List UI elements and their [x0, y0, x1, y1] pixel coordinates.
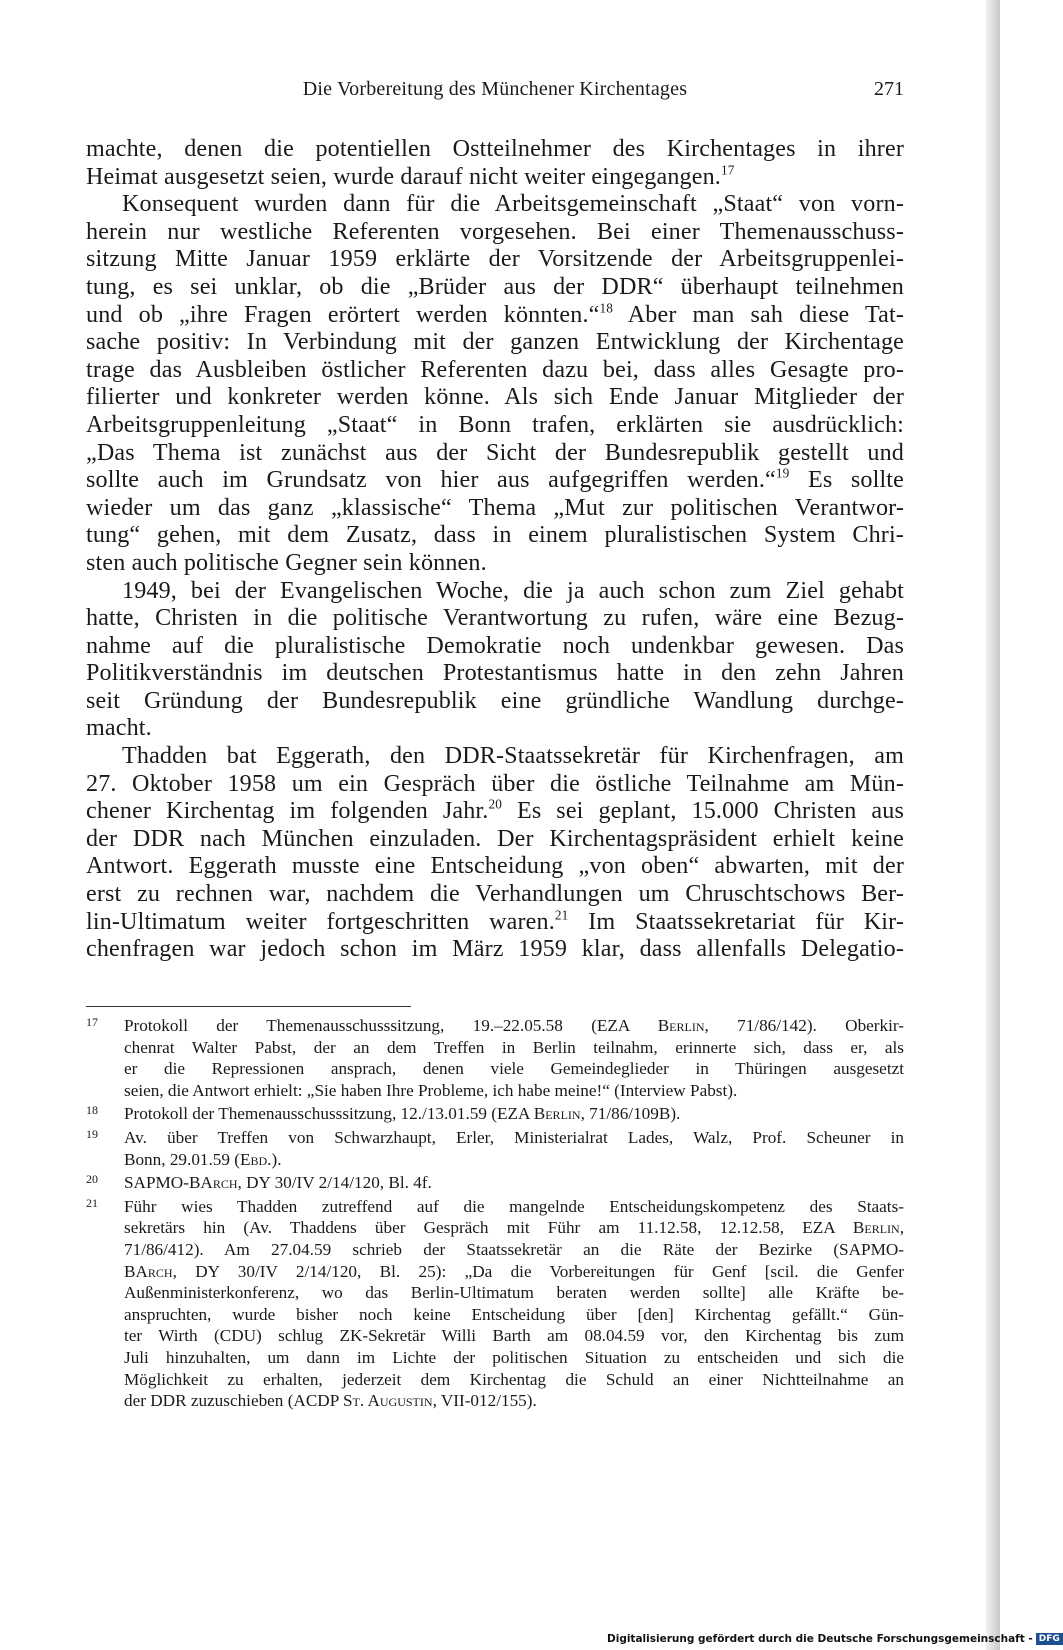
- archive-name: rch: [212, 1173, 238, 1193]
- footnote-line: anspruchten, wurde bisher noch keine Entscheidung über [den] Kirchentag gefällt.“ Gün-: [124, 1304, 904, 1324]
- footnote-line: [124, 1261, 904, 1283]
- text-segment: ).: [271, 1149, 282, 1169]
- text-line: Antwort. Eggerath musste eine Entscheidung „von oben“ abwarten, mit der: [86, 853, 904, 880]
- footnote-line: [124, 1390, 904, 1412]
- footnote-line: chenrat Walter Pabst, der an dem Treffen in Berlin teilnahm, erinnerte sich, dass er, als: [124, 1037, 904, 1057]
- text-segment: Heimat ausgesetzt seien, wurde darauf nicht weiter eingegangen.: [86, 163, 721, 190]
- text-line: 1949, bei der Evangelischen Woche, die ja auch schon zum Ziel gehabt: [122, 577, 904, 604]
- footnote-line: Möglichkeit zu erhalten, jederzeit dem Kirchentag die Schuld an einer Nichtteilnahme an: [124, 1369, 904, 1389]
- text-line: seit Gründung der Bundesrepublik eine gründliche Wandlung durchge-: [86, 687, 904, 714]
- running-title: Die Vorbereitung des Münchener Kirchentages: [302, 78, 688, 100]
- text-line: [86, 302, 904, 330]
- text-line: der DDR nach München einzuladen. Der Kirchentagspräsident erhielt keine: [86, 825, 904, 852]
- text-line: Politikverständnis im deutschen Protestantismus hatte in den zehn Jahren: [86, 660, 904, 687]
- archive-name: St. Augustin: [342, 1391, 433, 1411]
- footnote-line: seien, die Antwort erhielt: „Sie haben Ihre Probleme, ich habe meine!“ (Interview Pabst).: [124, 1080, 738, 1100]
- text-segment: Es sei geplant, 15.000 Christen aus: [502, 798, 904, 825]
- archive-name: Berlin: [657, 1016, 705, 1035]
- text-line: erst zu rechnen war, nachdem die Verhandlungen um Chruschtschows Ber-: [86, 881, 904, 908]
- archive-name: rch: [147, 1261, 173, 1281]
- text-line: [86, 467, 904, 495]
- credit-text: Digitalisierung gefördert durch die Deutsche Forschungsgemeinschaft -: [607, 1633, 1033, 1645]
- text-line: herein nur westliche Referenten vorgesehen. Bei einer Themenausschuss-: [86, 218, 904, 245]
- text-segment: BA: [124, 1261, 148, 1281]
- text-segment: chener Kirchentag im folgenden Jahr.: [86, 798, 489, 825]
- archive-name: Berlin: [533, 1104, 581, 1124]
- footnote-ref[interactable]: 18: [599, 300, 614, 316]
- page-number: 271: [874, 78, 904, 100]
- text-segment: , VII-012/155).: [432, 1391, 537, 1411]
- footnote-number: 20: [86, 1172, 98, 1187]
- footnote-line: [124, 1149, 904, 1171]
- footnote-line: [124, 1172, 904, 1194]
- footnote-number: 21: [86, 1195, 98, 1210]
- footnote-line: [124, 1217, 904, 1239]
- text-line: sache positiv: In Verbindung mit der ganzen Entwicklung der Kirchentage: [86, 329, 904, 356]
- text-line: [86, 909, 904, 937]
- text-segment: Im Staatssekretariat für Kir-: [568, 908, 904, 935]
- text-line: chenfragen war jedoch schon im März 1959 klar, dass allenfalls Delegatio-: [86, 936, 904, 963]
- text-line: [86, 164, 904, 192]
- footnote-21: [86, 1196, 904, 1412]
- text-line: wieder um das ganz „klassische“ Thema „Mut zur politischen Verantwor-: [86, 494, 904, 521]
- footnote-line: er die Repressionen ansprach, denen viele Gemeindeglieder in Thüringen ausgesetzt: [124, 1059, 904, 1079]
- text-segment: Aber man sah diese Tat-: [613, 301, 904, 328]
- dfg-logo: DFG: [1036, 1633, 1063, 1645]
- footnote-line: Außenministerkonferenz, wo das Berlin-Ultimatum beraten werden sollte] alle Kräfte be-: [124, 1283, 904, 1303]
- text-segment: lin-Ultimatum weiter fortgeschritten waren.: [86, 908, 555, 935]
- text-segment: Protokoll der Themenausschusssitzung, 12./13.01.59 (EZA: [124, 1104, 534, 1124]
- footnote-line: [124, 1015, 904, 1037]
- page-edge-shadow: [986, 0, 1000, 1650]
- text-segment: , DY 30/IV 2/14/120, Bl. 25): „Da die Vorbereitungen für Genf [scil. die Genfer: [172, 1261, 904, 1281]
- text-segment: , DY 30/IV 2/14/120, Bl. 4f.: [237, 1173, 432, 1193]
- text-segment: SAPMO-BA: [124, 1173, 213, 1193]
- text-line: trage das Ausbleiben östlicher Referenten dazu bei, dass alles Gesagte pro-: [86, 356, 904, 383]
- footnote-ref[interactable]: 17: [720, 162, 735, 178]
- text-line: Konsequent wurden dann für die Arbeitsgemeinschaft „Staat“ von vorn-: [122, 191, 904, 218]
- footnote-18: [86, 1103, 904, 1125]
- text-line: sten auch politische Gegner sein können.: [86, 549, 487, 576]
- archive-name: Berlin: [852, 1218, 900, 1238]
- footnote-line: Juli hinzuhalten, um dann im Lichte der politischen Situation zu entscheiden und sich die: [124, 1347, 904, 1367]
- text-line: sitzung Mitte Januar 1959 erklärte der Vorsitzende der Arbeitsgruppenlei-: [86, 246, 904, 273]
- text-segment: sollte auch im Grundsatz von hier aus aufgegriffen werden.“: [86, 467, 776, 494]
- text-line: Thadden bat Eggerath, den DDR-Staatssekretär für Kirchenfragen, am: [122, 743, 904, 770]
- footnote-19: [86, 1127, 904, 1170]
- text-line: hatte, Christen in die politische Verantwortung zu rufen, wäre eine Bezug-: [86, 605, 904, 632]
- footnote-line: Führ wies Thadden zutreffend auf die mangelnde Entscheidungskompetenz des Staats-: [124, 1196, 904, 1216]
- footnote-line: [124, 1103, 904, 1125]
- text-line: 27. Oktober 1958 um ein Gespräch über die östliche Teilnahme am Mün-: [86, 770, 904, 797]
- text-line: [86, 798, 904, 826]
- footnote-ref[interactable]: 21: [554, 907, 569, 923]
- digitization-credit: [607, 1632, 1063, 1646]
- text-segment: Protokoll der Themenausschusssitzung, 19.–22.05.58 (EZA: [124, 1016, 658, 1035]
- text-line: „Das Thema ist zunächst aus der Sicht der Bundesrepublik gestellt und: [86, 439, 904, 466]
- text-line: tung, es sei unklar, ob die „Brüder aus der DDR“ überhaupt teilnehmen: [86, 273, 904, 300]
- text-segment: ,: [899, 1218, 904, 1238]
- text-segment: und ob „ihre Fragen erörtert werden könnten.“: [86, 301, 600, 328]
- footnote-ref[interactable]: 19: [775, 465, 790, 481]
- footnote-number: 17: [86, 1015, 98, 1029]
- footnote-20: [86, 1172, 904, 1194]
- text-line: filierter und konkreter werden könne. Als sich Ende Januar Mitglieder der: [86, 384, 904, 411]
- body-text: [86, 136, 904, 964]
- footnote-divider: [86, 1006, 411, 1007]
- footnote-number: 19: [86, 1126, 98, 1141]
- text-segment: sekretärs hin (Av. Thaddens über Gespräch mit Führ am 11.12.58, 12.12.58, EZA: [124, 1218, 853, 1238]
- text-line: tung“ gehen, mit dem Zusatz, dass in einem pluralistischen System Chri-: [86, 522, 904, 549]
- footnote-line: 71/86/412). Am 27.04.59 schrieb der Staatssekretär an die Räte der Bezirke (SAPMO-: [124, 1239, 904, 1259]
- footnote-number: 18: [86, 1103, 98, 1118]
- footnote-17: [86, 1015, 904, 1101]
- text-segment: Es sollte: [789, 467, 904, 494]
- footnotes: [86, 1015, 904, 1414]
- text-line: nahme auf die pluralistische Demokratie noch undenkbar gewesen. Das: [86, 632, 904, 659]
- text-segment: Bonn, 29.01.59 (: [124, 1149, 241, 1169]
- footnote-ref[interactable]: 20: [488, 796, 502, 812]
- text-segment: , 71/86/109B).: [580, 1104, 681, 1124]
- text-line: Arbeitsgruppenleitung „Staat“ in Bonn trafen, erklärten sie ausdrücklich:: [86, 411, 904, 438]
- footnote-line: ter Wirth (CDU) schlug ZK-Sekretär Willi Barth am 08.04.59 vor, den Kirchentag bis zum: [124, 1326, 904, 1346]
- running-head: [86, 78, 904, 108]
- footnote-line: Av. über Treffen von Schwarzhaupt, Erler, Ministerialrat Lades, Walz, Prof. Scheuner in: [124, 1127, 904, 1147]
- text-line: machte, denen die potentiellen Ostteilnehmer des Kirchentages in ihrer: [86, 136, 904, 162]
- text-segment: der DDR zuzuschieben (ACDP: [124, 1391, 343, 1411]
- archive-name: Ebd.: [240, 1149, 272, 1169]
- text-line: macht.: [86, 715, 152, 742]
- text-segment: , 71/86/142). Oberkir-: [704, 1016, 904, 1035]
